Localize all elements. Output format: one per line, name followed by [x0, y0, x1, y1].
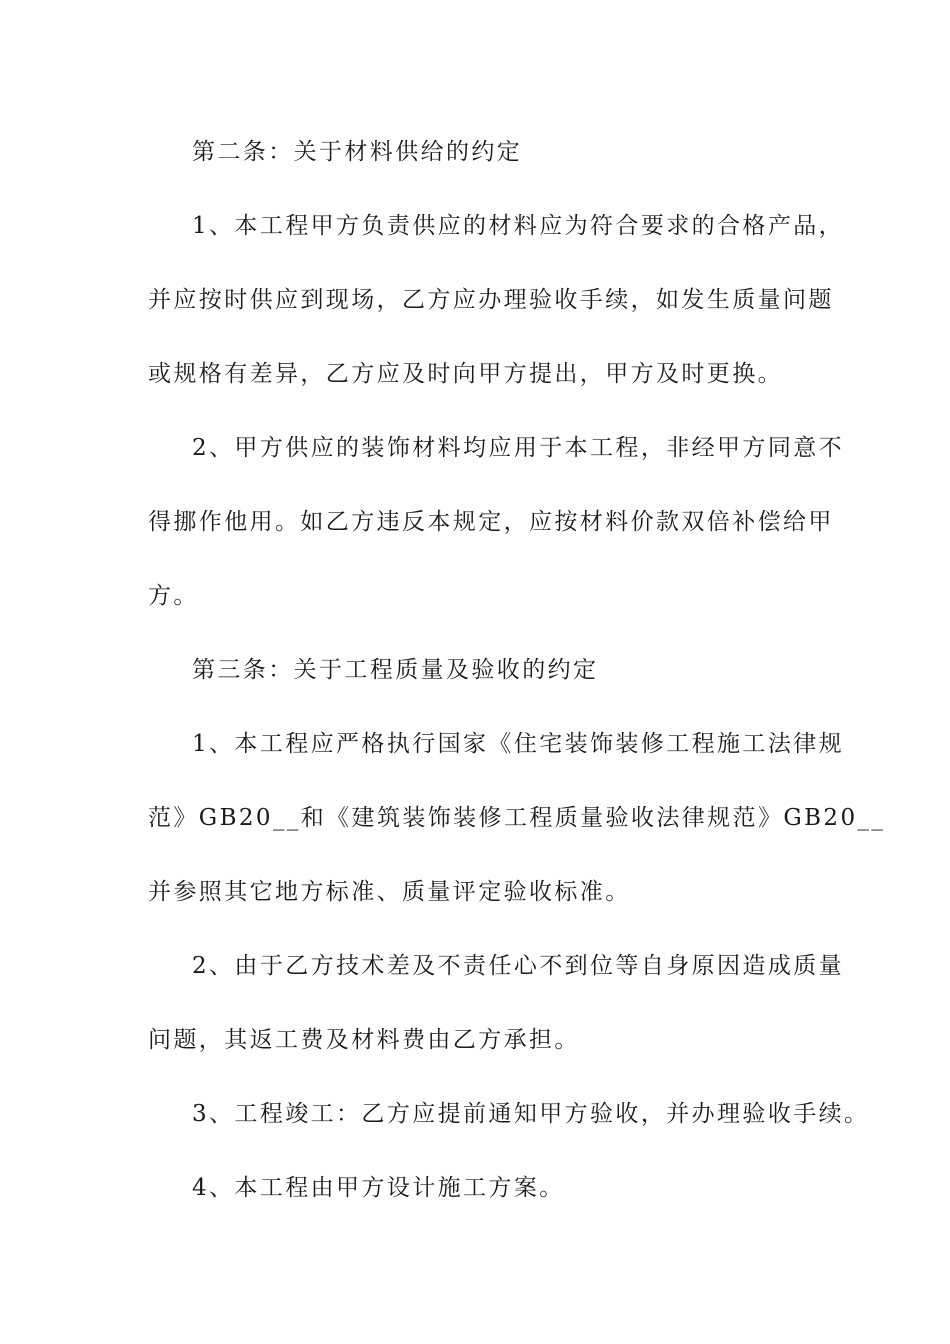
paragraph-line: 2、由于乙方技术差及不责任心不到位等自身原因造成质量 — [192, 953, 845, 979]
section-heading-article-3: 第三条：关于工程质量及验收的约定 — [192, 657, 599, 683]
paragraph-line: 4、本工程由甲方设计施工方案。 — [192, 1175, 565, 1201]
paragraph-line: 1、本工程甲方负责供应的材料应为符合要求的合格产品， — [192, 213, 845, 239]
paragraph-line: 或规格有差异，乙方应及时向甲方提出，甲方及时更换。 — [148, 361, 783, 387]
paragraph-line: 得挪作他用。如乙方违反本规定，应按材料价款双倍补偿给甲 — [148, 509, 834, 535]
paragraph-line: 1、本工程应严格执行国家《住宅装饰装修工程施工法律规 — [192, 731, 845, 757]
paragraph-line: 并参照其它地方标准、质量评定验收标准。 — [148, 879, 631, 905]
paragraph-line: 范》GB20__和《建筑装饰装修工程质量验收法律规范》GB20__ — [148, 805, 886, 831]
paragraph-line: 3、工程竣工：乙方应提前通知甲方验收，并办理验收手续。 — [192, 1101, 870, 1127]
paragraph-line: 2、甲方供应的装饰材料均应用于本工程，非经甲方同意不 — [192, 435, 845, 461]
paragraph-line: 方。 — [148, 583, 199, 609]
paragraph-line: 问题，其返工费及材料费由乙方承担。 — [148, 1027, 580, 1053]
paragraph-line: 并应按时供应到现场，乙方应办理验收手续，如发生质量问题 — [148, 287, 834, 313]
section-heading-article-2: 第二条：关于材料供给的约定 — [192, 139, 523, 165]
